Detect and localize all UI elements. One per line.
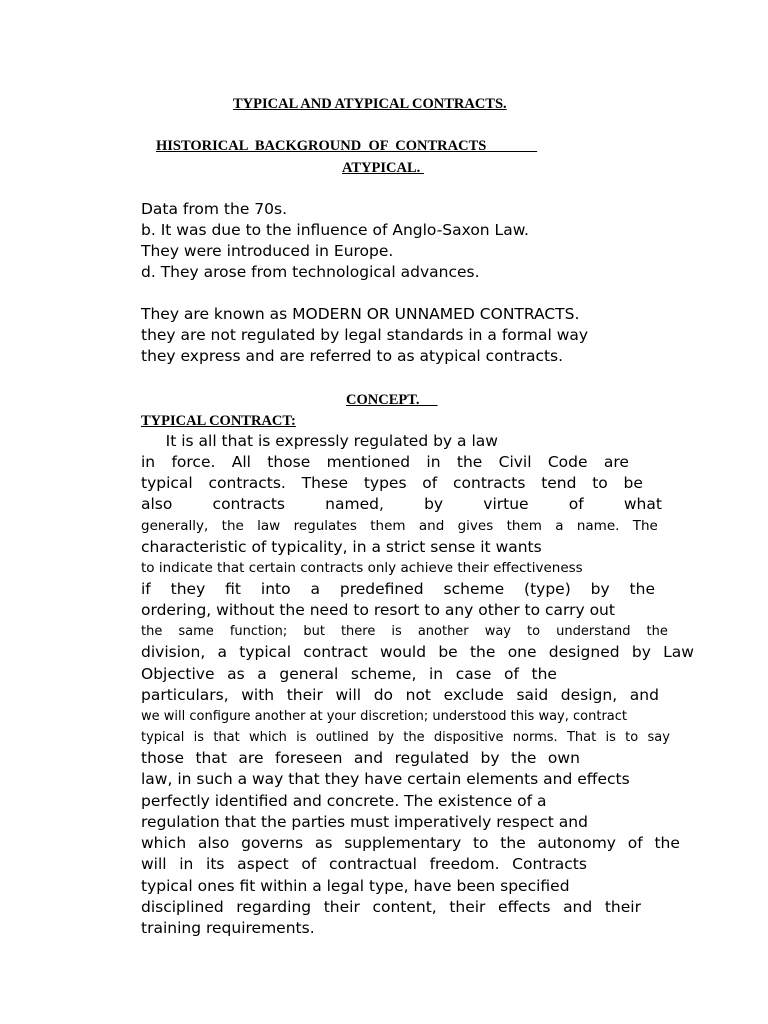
word: if bbox=[141, 580, 151, 598]
word: to bbox=[625, 730, 639, 745]
word: their bbox=[323, 898, 360, 916]
background-point: d. They arose from technological advances. bbox=[141, 263, 480, 281]
paragraph-line bbox=[141, 579, 655, 600]
word: that bbox=[213, 730, 240, 745]
word: of bbox=[422, 474, 438, 492]
word: which bbox=[248, 730, 287, 745]
word: the bbox=[403, 730, 425, 745]
word: them bbox=[370, 518, 406, 534]
word: supplementary bbox=[344, 834, 462, 852]
word: designed bbox=[548, 643, 620, 661]
word: of bbox=[301, 855, 317, 873]
word: a bbox=[217, 643, 228, 661]
word: also bbox=[141, 495, 173, 513]
word: the bbox=[456, 453, 483, 471]
paragraph-line: training requirements. bbox=[141, 919, 315, 937]
word: that bbox=[195, 749, 227, 767]
word: aspect bbox=[237, 855, 289, 873]
word: types bbox=[363, 474, 407, 492]
word: in bbox=[426, 453, 441, 471]
word: The bbox=[632, 518, 658, 534]
word: same bbox=[178, 624, 214, 639]
word: understand bbox=[556, 624, 631, 639]
word: foreseen bbox=[274, 749, 343, 767]
word: those bbox=[141, 749, 184, 767]
paragraph-line bbox=[141, 494, 662, 515]
paragraph-line bbox=[141, 685, 659, 706]
word: into bbox=[260, 580, 291, 598]
word: norms. bbox=[512, 730, 558, 745]
word: as bbox=[227, 665, 245, 683]
word: are bbox=[603, 453, 629, 471]
word: say bbox=[647, 730, 670, 745]
word: the bbox=[646, 624, 668, 639]
word: by bbox=[424, 495, 444, 513]
word: a bbox=[257, 665, 267, 683]
word: is bbox=[391, 624, 402, 639]
word: which bbox=[141, 834, 187, 852]
word: what bbox=[623, 495, 662, 513]
word: That bbox=[566, 730, 597, 745]
word: be bbox=[438, 643, 458, 661]
background-point: Data from the 70s. bbox=[141, 200, 288, 218]
word: governs bbox=[241, 834, 304, 852]
word: contract bbox=[303, 643, 368, 661]
word: one bbox=[507, 643, 537, 661]
paragraph-line: perfectly identified and concrete. The existence of a bbox=[141, 792, 547, 810]
paragraph-line: they are not regulated by legal standards in a formal way bbox=[141, 326, 589, 344]
section-heading-historical: HISTORICAL BACKGROUND OF CONTRACTS bbox=[156, 138, 538, 154]
word: another bbox=[417, 624, 469, 639]
paragraph-line: to indicate that certain contracts only achieve their effectiveness bbox=[141, 560, 583, 576]
word: their bbox=[286, 686, 323, 704]
word: These bbox=[301, 474, 349, 492]
document-title: TYPICAL AND ATYPICAL CONTRACTS. bbox=[233, 96, 507, 112]
word: in bbox=[429, 665, 444, 683]
word: and bbox=[629, 686, 659, 704]
word: way bbox=[484, 624, 511, 639]
word: virtue bbox=[483, 495, 529, 513]
word: Code bbox=[547, 453, 588, 471]
word: to bbox=[527, 624, 541, 639]
word: generally, bbox=[141, 518, 209, 534]
word: regulated bbox=[394, 749, 470, 767]
word: autonomy bbox=[537, 834, 616, 852]
word: by bbox=[590, 580, 610, 598]
word: scheme bbox=[443, 580, 505, 598]
paragraph-line bbox=[141, 833, 680, 854]
word: as bbox=[314, 834, 333, 852]
word: case bbox=[455, 665, 492, 683]
word: is bbox=[296, 730, 307, 745]
section-heading-historical-cont: ATYPICAL. bbox=[342, 160, 424, 176]
word: is bbox=[605, 730, 616, 745]
word: not bbox=[405, 686, 432, 704]
paragraph-line bbox=[141, 516, 658, 537]
word: and bbox=[418, 518, 445, 534]
concept-heading: CONCEPT. bbox=[346, 392, 438, 408]
word: the bbox=[511, 749, 537, 767]
word: particulars, bbox=[141, 686, 229, 704]
paragraph-line bbox=[141, 748, 580, 769]
word: own bbox=[547, 749, 580, 767]
word: predefined bbox=[339, 580, 424, 598]
word: of bbox=[627, 834, 643, 852]
word: regulates bbox=[293, 518, 357, 534]
word: their bbox=[604, 898, 641, 916]
paragraph-line: ordering, without the need to resort to any other to carry out bbox=[141, 601, 615, 619]
background-point: They were introduced in Europe. bbox=[141, 242, 394, 260]
word: effects bbox=[498, 898, 551, 916]
word: is bbox=[193, 730, 205, 745]
word: in bbox=[179, 855, 194, 873]
word: will bbox=[141, 855, 167, 873]
paragraph-line: They are known as MODERN OR UNNAMED CONTRACTS. bbox=[141, 305, 580, 323]
word: typical bbox=[239, 643, 292, 661]
paragraph-line: we will configure another at your discretion; understood this way, contract bbox=[141, 709, 627, 724]
paragraph-line bbox=[141, 642, 694, 663]
paragraph-line bbox=[141, 664, 557, 685]
word: will bbox=[335, 686, 362, 704]
word: its bbox=[206, 855, 225, 873]
word: general bbox=[279, 665, 339, 683]
word: exclude bbox=[443, 686, 504, 704]
word: the bbox=[221, 518, 244, 534]
word: content, bbox=[372, 898, 437, 916]
word: the bbox=[469, 643, 496, 661]
word: those bbox=[267, 453, 311, 471]
word: (type) bbox=[524, 580, 571, 598]
paragraph-line bbox=[141, 473, 643, 494]
word: contractual bbox=[328, 855, 417, 873]
word: tend bbox=[541, 474, 577, 492]
word: dispositive bbox=[433, 730, 504, 745]
word: law bbox=[257, 518, 281, 534]
word: regarding bbox=[236, 898, 312, 916]
word: the bbox=[531, 665, 557, 683]
word: but bbox=[303, 624, 325, 639]
word: force. bbox=[171, 453, 216, 471]
word: mentioned bbox=[326, 453, 411, 471]
word: named, bbox=[325, 495, 384, 513]
word: a bbox=[555, 518, 564, 534]
word: contracts. bbox=[208, 474, 286, 492]
word: scheme, bbox=[350, 665, 417, 683]
word: also bbox=[197, 834, 230, 852]
background-point: b. It was due to the influence of Anglo-Saxon Law. bbox=[141, 221, 529, 239]
word: by bbox=[480, 749, 500, 767]
word: do bbox=[373, 686, 394, 704]
word: are bbox=[238, 749, 264, 767]
word: Contracts bbox=[512, 855, 587, 873]
word: Civil bbox=[498, 453, 532, 471]
word: be bbox=[623, 474, 643, 492]
word: freedom. bbox=[429, 855, 500, 873]
paragraph-line: law, in such a way that they have certain elements and effects bbox=[141, 770, 630, 788]
word: All bbox=[231, 453, 251, 471]
word: division, bbox=[141, 643, 206, 661]
word: fit bbox=[225, 580, 242, 598]
word: Objective bbox=[141, 665, 215, 683]
word: name. bbox=[576, 518, 620, 534]
word: disciplined bbox=[141, 898, 224, 916]
word: outlined bbox=[315, 730, 369, 745]
word: there bbox=[340, 624, 376, 639]
paragraph-line bbox=[141, 621, 668, 642]
word: of bbox=[568, 495, 584, 513]
paragraph-line: It is all that is expressly regulated by a law bbox=[141, 432, 498, 450]
word: of bbox=[503, 665, 519, 683]
word: by bbox=[378, 730, 395, 745]
word: typical bbox=[141, 474, 193, 492]
word: the bbox=[500, 834, 526, 852]
word: typical bbox=[141, 730, 185, 745]
typical-contract-heading: TYPICAL CONTRACT: bbox=[141, 413, 296, 429]
word: design, bbox=[560, 686, 618, 704]
paragraph-line: characteristic of typicality, in a strict sense it wants bbox=[141, 538, 542, 556]
paragraph-line: regulation that the parties must imperatively respect and bbox=[141, 813, 588, 831]
paragraph-line: they express and are referred to as atypical contracts. bbox=[141, 347, 564, 365]
word: and bbox=[353, 749, 384, 767]
word: their bbox=[449, 898, 486, 916]
word: gives bbox=[457, 518, 494, 534]
word: they bbox=[170, 580, 206, 598]
word: function; bbox=[229, 624, 288, 639]
word: in bbox=[141, 453, 156, 471]
word: Law bbox=[663, 643, 694, 661]
word: the bbox=[654, 834, 680, 852]
word: said bbox=[516, 686, 549, 704]
paragraph-line bbox=[141, 854, 587, 875]
word: and bbox=[563, 898, 593, 916]
word: the bbox=[141, 624, 163, 639]
word: them bbox=[506, 518, 542, 534]
word: with bbox=[241, 686, 275, 704]
word: contracts bbox=[212, 495, 285, 513]
paragraph-line bbox=[141, 727, 670, 748]
word: contracts bbox=[452, 474, 526, 492]
paragraph-line bbox=[141, 452, 629, 473]
word: to bbox=[472, 834, 489, 852]
word: the bbox=[629, 580, 655, 598]
word: a bbox=[310, 580, 320, 598]
word: would bbox=[379, 643, 427, 661]
paragraph-line bbox=[141, 897, 641, 918]
word: to bbox=[592, 474, 608, 492]
paragraph-line: typical ones fit within a legal type, have been specified bbox=[141, 877, 570, 895]
word: by bbox=[631, 643, 651, 661]
